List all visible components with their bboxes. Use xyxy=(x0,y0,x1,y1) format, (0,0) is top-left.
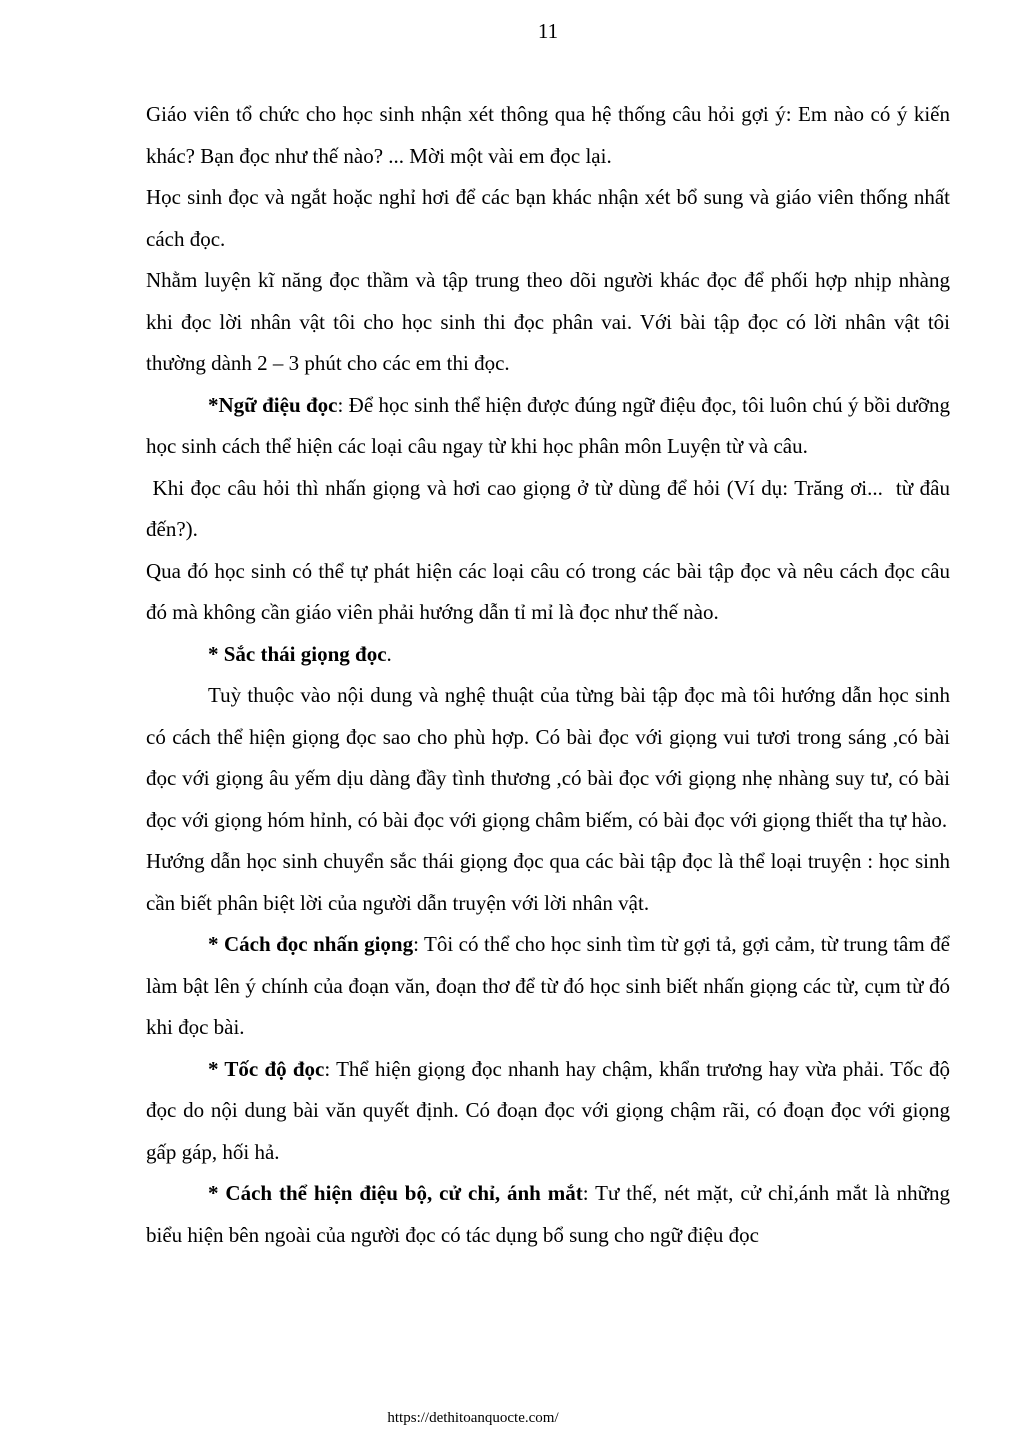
paragraph-text: Nhằm luyện kĩ năng đọc thầm và tập trung theo dõi người khác đọc để phối hợp nhịp nhàng khi đọc lời nhân vật tôi cho học sinh thi đọc phân vai. Với bài tập đọc có lời nhân vật tôi thường dành 2 – 3 phút cho các em thi đọc. xyxy=(146,268,950,375)
paragraph-2 xyxy=(146,177,950,260)
paragraph-text: Tuỳ thuộc vào nội dung và nghệ thuật của từng bài tập đọc mà tôi hướng dẫn học sinh có cách thể hiện giọng đọc sao cho phù hợp. Có bài đọc với giọng vui tươi trong sáng ,có bài đọc với giọng âu yếm dịu dàng đầy tình thương ,có bài đọc với giọng nhẹ nhàng suy tư, có bài đọc với giọng hóm hỉnh, có bài đọc với giọng châm biếm, có bài đọc với giọng thiết tha tự hào. xyxy=(146,683,950,832)
paragraph-toc-do-doc xyxy=(146,1049,950,1174)
footer-url[interactable]: https://dethitoanquocte.com/ xyxy=(387,1410,559,1426)
paragraph-sac-thai-giong-doc xyxy=(146,634,950,676)
paragraph-3 xyxy=(146,260,950,385)
paragraph-6 xyxy=(146,551,950,634)
paragraph-5 xyxy=(146,468,956,551)
paragraph-text: Học sinh đọc và ngắt hoặc nghỉ hơi để các bạn khác nhận xét bổ sung và giáo viên thống nhất cách đọc. xyxy=(146,185,950,251)
section-heading: * Sắc thái giọng đọc xyxy=(208,641,387,666)
paragraph-text: : Thể hiện giọng đọc nhanh hay chậm, khẩn trương hay vừa phải. Tốc độ đọc do nội dung bài văn quyết định. Có đoạn đọc với giọng chậm rãi, có đoạn đọc với giọng gấp gáp, hối hả. xyxy=(146,1056,950,1164)
paragraph-cach-doc-nhan-giong xyxy=(146,924,950,1049)
paragraph-text: . xyxy=(386,641,392,666)
page-number: 11 xyxy=(537,19,559,43)
paragraph-text: : Tư thế, nét mặt, cử chỉ,ánh mắt là những biểu hiện bên ngoài của người đọc có tác dụng bổ sung cho ngữ điệu đọc xyxy=(146,1181,951,1247)
paragraph-9 xyxy=(146,841,950,924)
section-heading: * Cách đọc nhấn giọng xyxy=(208,932,414,956)
paragraph-dieu-bo-cu-chi xyxy=(146,1173,950,1256)
section-heading: *Ngữ điệu đọc xyxy=(208,392,338,417)
section-heading: * Tốc độ đọc xyxy=(208,1056,325,1081)
paragraph-text: Hướng dẫn học sinh chuyển sắc thái giọng đọc qua các bài tập đọc là thể loại truyện : học sinh cần biết phân biệt lời của người dẫn truyện với lời nhân vật. xyxy=(146,849,950,915)
paragraph-text: Qua đó học sinh có thể tự phát hiện các loại câu có trong các bài tập đọc và nêu cách đọc câu đó mà không cần giáo viên phải hướng dẫn tỉ mỉ là đọc như thế nào. xyxy=(146,558,950,624)
paragraph-ngu-dieu-doc xyxy=(146,385,950,468)
paragraph-text: Giáo viên tổ chức cho học sinh nhận xét thông qua hệ thống câu hỏi gợi ý: Em nào có ý kiến khác? Bạn đọc như thế nào? ... Mời một vài em đọc lại. xyxy=(146,102,950,168)
paragraph-8 xyxy=(146,675,950,841)
paragraph-text: Khi đọc câu hỏi thì nhấn giọng và hơi cao giọng ở từ dùng để hỏi (Ví dụ: Trăng ơi... từ đâu đến?). xyxy=(146,475,956,541)
paragraph-text: : Tôi có thể cho học sinh tìm từ gợi tả, gợi cảm, từ trung tâm để làm bật lên ý chính của đoạn văn, đoạn thơ để từ đó học sinh biết nhấn giọng các từ, cụm từ đó khi đọc bài. xyxy=(146,932,950,1039)
paragraph-1 xyxy=(146,94,950,177)
section-heading: * Cách thể hiện điệu bộ, cử chỉ, ánh mắt xyxy=(208,1181,583,1205)
document-body xyxy=(146,94,956,1256)
paragraph-text: : Để học sinh thể hiện được đúng ngữ điệu đọc, tôi luôn chú ý bồi dưỡng học sinh cách thể hiện các loại câu ngay từ khi học phân môn Luyện từ và câu. xyxy=(146,392,950,458)
